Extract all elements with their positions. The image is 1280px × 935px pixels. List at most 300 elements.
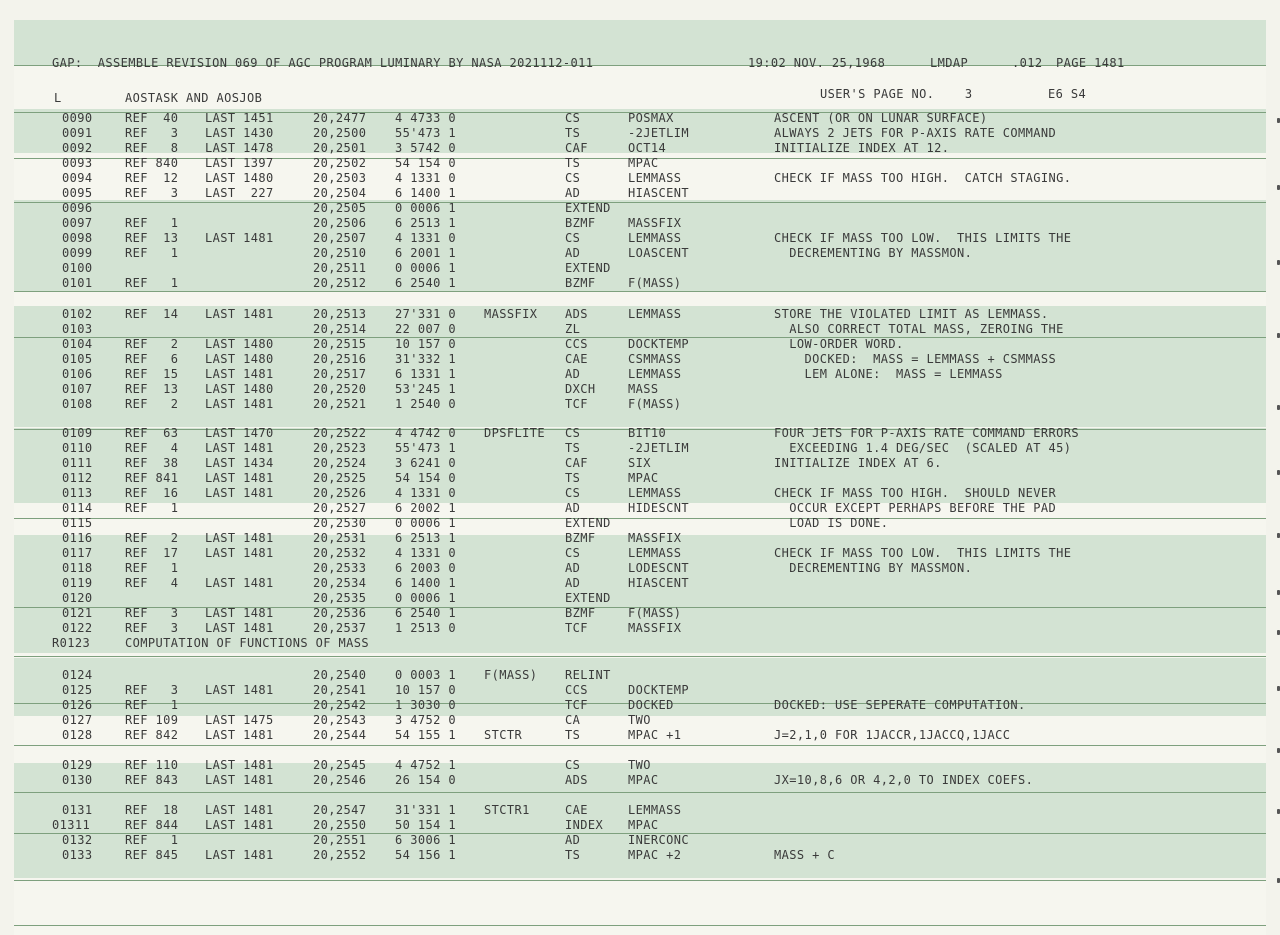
ref-count: REF 18 bbox=[125, 803, 179, 817]
address: 20,2542 bbox=[313, 698, 367, 712]
last-ref: LAST 1481 bbox=[205, 621, 274, 635]
timestamp: 19:02 NOV. 25,1968 bbox=[748, 56, 886, 70]
opcode: BZMF bbox=[565, 531, 596, 545]
comment: CHECK IF MASS TOO LOW. THIS LIMITS THE bbox=[774, 231, 1072, 245]
address: 20,2550 bbox=[313, 818, 367, 832]
opcode: CS bbox=[565, 486, 581, 500]
opcode: EXTEND bbox=[565, 201, 611, 215]
ref-count: REF 3 bbox=[125, 186, 179, 200]
ref-count: REF 2 bbox=[125, 337, 179, 351]
opcode: CS bbox=[565, 426, 581, 440]
opcode: CAF bbox=[565, 141, 588, 155]
octal-code: 10 157 0 bbox=[395, 337, 456, 351]
symbol-label: F(MASS) bbox=[484, 668, 538, 682]
operand: LEMMASS bbox=[628, 307, 682, 321]
ref-count: COMPUTATION OF FUNCTIONS OF MASS bbox=[125, 636, 369, 650]
address: 20,2546 bbox=[313, 773, 367, 787]
address: 20,2551 bbox=[313, 833, 367, 847]
last-ref: LAST 1475 bbox=[205, 713, 274, 727]
address: 20,2540 bbox=[313, 668, 367, 682]
address: 20,2530 bbox=[313, 516, 367, 530]
opcode: CAE bbox=[565, 803, 588, 817]
ref-count: REF 1 bbox=[125, 698, 179, 712]
ref-count: REF 840 bbox=[125, 156, 179, 170]
address: 20,2534 bbox=[313, 576, 367, 590]
address: 20,2533 bbox=[313, 561, 367, 575]
ref-count: REF 3 bbox=[125, 621, 179, 635]
opcode: TCF bbox=[565, 621, 588, 635]
symbol-label: DPSFLITE bbox=[484, 426, 545, 440]
line-number: 0130 bbox=[62, 773, 93, 787]
line-number: 0092 bbox=[62, 141, 93, 155]
line-number: 0108 bbox=[62, 397, 93, 411]
operand: LEMMASS bbox=[628, 486, 682, 500]
operand: MPAC +1 bbox=[628, 728, 682, 742]
line-number: 0097 bbox=[62, 216, 93, 230]
ref-count: REF 8 bbox=[125, 141, 179, 155]
address: 20,2535 bbox=[313, 591, 367, 605]
band-rule bbox=[14, 202, 1266, 203]
comment: DECREMENTING BY MASSMON. bbox=[774, 246, 973, 260]
band-rule bbox=[14, 880, 1266, 881]
operand: LEMMASS bbox=[628, 231, 682, 245]
opcode: AD bbox=[565, 186, 581, 200]
ref-count: REF 6 bbox=[125, 352, 179, 366]
address: 20,2512 bbox=[313, 276, 367, 290]
comment: CHECK IF MASS TOO HIGH. CATCH STAGING. bbox=[774, 171, 1072, 185]
address: 20,2501 bbox=[313, 141, 367, 155]
ref-count: REF 12 bbox=[125, 171, 179, 185]
operand: F(MASS) bbox=[628, 397, 682, 411]
operand: MPAC +2 bbox=[628, 848, 682, 862]
operand: POSMAX bbox=[628, 111, 674, 125]
opcode: CCS bbox=[565, 337, 588, 351]
ref-count: REF 3 bbox=[125, 126, 179, 140]
last-ref: LAST 1470 bbox=[205, 426, 274, 440]
opcode: AD bbox=[565, 576, 581, 590]
comment: STORE THE VIOLATED LIMIT AS LEMMASS. bbox=[774, 307, 1049, 321]
line-number: 0107 bbox=[62, 382, 93, 396]
opcode: EXTEND bbox=[565, 516, 611, 530]
address: 20,2526 bbox=[313, 486, 367, 500]
operand: MPAC bbox=[628, 773, 659, 787]
operand: DOCKTEMP bbox=[628, 683, 689, 697]
address: 20,2513 bbox=[313, 307, 367, 321]
ref-count: REF 1 bbox=[125, 501, 179, 515]
line-number: 0109 bbox=[62, 426, 93, 440]
address: 20,2536 bbox=[313, 606, 367, 620]
octal-code: 0 0006 1 bbox=[395, 591, 456, 605]
last-ref: LAST 1430 bbox=[205, 126, 274, 140]
ref-count: REF 17 bbox=[125, 546, 179, 560]
ref-count: REF 2 bbox=[125, 531, 179, 545]
band-rule bbox=[14, 745, 1266, 746]
comment: ALWAYS 2 JETS FOR P-AXIS RATE COMMAND bbox=[774, 126, 1057, 140]
octal-code: 6 2513 1 bbox=[395, 531, 456, 545]
octal-code: 3 6241 0 bbox=[395, 456, 456, 470]
address: 20,2544 bbox=[313, 728, 367, 742]
opcode: DXCH bbox=[565, 382, 596, 396]
ref-count: REF 63 bbox=[125, 426, 179, 440]
octal-code: 4 4742 0 bbox=[395, 426, 456, 440]
line-number: 0124 bbox=[62, 668, 93, 682]
ref-count: REF 15 bbox=[125, 367, 179, 381]
comment: OCCUR EXCEPT PERHAPS BEFORE THE PAD bbox=[774, 501, 1057, 515]
operand: F(MASS) bbox=[628, 276, 682, 290]
address: 20,2515 bbox=[313, 337, 367, 351]
octal-code: 22 007 0 bbox=[395, 322, 456, 336]
line-number: 0127 bbox=[62, 713, 93, 727]
last-ref: LAST 1481 bbox=[205, 471, 274, 485]
last-ref: LAST 1481 bbox=[205, 231, 274, 245]
ref-count: REF 844 bbox=[125, 818, 179, 832]
last-ref: LAST 1481 bbox=[205, 773, 274, 787]
opcode: TCF bbox=[565, 698, 588, 712]
opcode: CA bbox=[565, 713, 581, 727]
comment: INITIALIZE INDEX AT 12. bbox=[774, 141, 950, 155]
line-number: 0104 bbox=[62, 337, 93, 351]
octal-code: 54 154 0 bbox=[395, 471, 456, 485]
operand: LEMMASS bbox=[628, 367, 682, 381]
ref-count: REF 1 bbox=[125, 561, 179, 575]
band-rule bbox=[14, 291, 1266, 292]
ref-count: REF 13 bbox=[125, 231, 179, 245]
octal-code: 6 2003 0 bbox=[395, 561, 456, 575]
line-number: 0132 bbox=[62, 833, 93, 847]
line-number: 0115 bbox=[62, 516, 93, 530]
ref-count: REF 2 bbox=[125, 397, 179, 411]
address: 20,2503 bbox=[313, 171, 367, 185]
ref-count: REF 16 bbox=[125, 486, 179, 500]
line-number: 0096 bbox=[62, 201, 93, 215]
line-number: 0095 bbox=[62, 186, 93, 200]
band-rule bbox=[14, 925, 1266, 926]
line-number: 0101 bbox=[62, 276, 93, 290]
address: 20,2514 bbox=[313, 322, 367, 336]
opcode: TCF bbox=[565, 397, 588, 411]
comment: MASS + C bbox=[774, 848, 835, 862]
comment: J=2,1,0 FOR 1JACCR,1JACCQ,1JACC bbox=[774, 728, 1011, 742]
octal-code: 31'331 1 bbox=[395, 803, 456, 817]
address: 20,2516 bbox=[313, 352, 367, 366]
operand: LOASCENT bbox=[628, 246, 689, 260]
octal-code: 50 154 1 bbox=[395, 818, 456, 832]
operand: MASSFIX bbox=[628, 531, 682, 545]
line-number: R0123 bbox=[52, 636, 91, 650]
octal-code: 4 1331 0 bbox=[395, 231, 456, 245]
opcode: RELINT bbox=[565, 668, 611, 682]
last-ref: LAST 1481 bbox=[205, 576, 274, 590]
operand: HIDESCNT bbox=[628, 501, 689, 515]
address: 20,2477 bbox=[313, 111, 367, 125]
ref-count: REF 3 bbox=[125, 606, 179, 620]
last-ref: LAST 1451 bbox=[205, 111, 274, 125]
last-ref: LAST 1481 bbox=[205, 546, 274, 560]
octal-code: 0 0006 1 bbox=[395, 261, 456, 275]
line-number: 0090 bbox=[62, 111, 93, 125]
line-number: 0128 bbox=[62, 728, 93, 742]
opcode: TS bbox=[565, 471, 581, 485]
line-number: 0110 bbox=[62, 441, 93, 455]
address: 20,2524 bbox=[313, 456, 367, 470]
address: 20,2531 bbox=[313, 531, 367, 545]
octal-code: 55'473 1 bbox=[395, 441, 456, 455]
octal-code: 26 154 0 bbox=[395, 773, 456, 787]
comment: JX=10,8,6 OR 4,2,0 TO INDEX COEFS. bbox=[774, 773, 1034, 787]
comment: DECREMENTING BY MASSMON. bbox=[774, 561, 973, 575]
opcode: CS bbox=[565, 231, 581, 245]
operand: F(MASS) bbox=[628, 606, 682, 620]
line-number: 0094 bbox=[62, 171, 93, 185]
octal-code: 4 1331 0 bbox=[395, 546, 456, 560]
opcode: CAF bbox=[565, 456, 588, 470]
symbol-label: STCTR1 bbox=[484, 803, 530, 817]
line-number: 0093 bbox=[62, 156, 93, 170]
operand: OCT14 bbox=[628, 141, 667, 155]
line-number: 0133 bbox=[62, 848, 93, 862]
users-page-number: USER'S PAGE NO. 3 bbox=[820, 87, 973, 101]
revision-code: .012 bbox=[1012, 56, 1043, 70]
octal-code: 4 1331 0 bbox=[395, 486, 456, 500]
opcode: AD bbox=[565, 501, 581, 515]
octal-code: 54 155 1 bbox=[395, 728, 456, 742]
opcode: AD bbox=[565, 246, 581, 260]
opcode: BZMF bbox=[565, 276, 596, 290]
ref-count: REF 40 bbox=[125, 111, 179, 125]
comment: FOUR JETS FOR P-AXIS RATE COMMAND ERRORS bbox=[774, 426, 1079, 440]
operand: DOCKED bbox=[628, 698, 674, 712]
last-ref: LAST 1481 bbox=[205, 486, 274, 500]
octal-code: 4 4733 0 bbox=[395, 111, 456, 125]
last-ref: LAST 1481 bbox=[205, 758, 274, 772]
octal-code: 0 0006 1 bbox=[395, 516, 456, 530]
ref-count: REF 843 bbox=[125, 773, 179, 787]
last-ref: LAST 1481 bbox=[205, 307, 274, 321]
band-rule bbox=[14, 656, 1266, 657]
opcode: AD bbox=[565, 833, 581, 847]
operand: MASSFIX bbox=[628, 216, 682, 230]
opcode: ZL bbox=[565, 322, 581, 336]
octal-code: 6 2002 1 bbox=[395, 501, 456, 515]
opcode: TS bbox=[565, 728, 581, 742]
line-number: 0100 bbox=[62, 261, 93, 275]
line-number: 0105 bbox=[62, 352, 93, 366]
opcode: BZMF bbox=[565, 606, 596, 620]
line-number: 0103 bbox=[62, 322, 93, 336]
lmdap-label: LMDAP bbox=[930, 56, 969, 70]
operand: INERCONC bbox=[628, 833, 689, 847]
octal-code: 4 1331 0 bbox=[395, 171, 456, 185]
address: 20,2537 bbox=[313, 621, 367, 635]
octal-code: 6 1331 1 bbox=[395, 367, 456, 381]
address: 20,2520 bbox=[313, 382, 367, 396]
operand: TWO bbox=[628, 758, 651, 772]
octal-code: 6 2540 1 bbox=[395, 606, 456, 620]
line-number: 0102 bbox=[62, 307, 93, 321]
octal-code: 3 5742 0 bbox=[395, 141, 456, 155]
last-ref: LAST 1397 bbox=[205, 156, 274, 170]
comment: CHECK IF MASS TOO LOW. THIS LIMITS THE bbox=[774, 546, 1072, 560]
last-ref: LAST 1481 bbox=[205, 818, 274, 832]
opcode: CAE bbox=[565, 352, 588, 366]
comment: ASCENT (OR ON LUNAR SURFACE) bbox=[774, 111, 988, 125]
address: 20,2507 bbox=[313, 231, 367, 245]
opcode: TS bbox=[565, 441, 581, 455]
line-number: 0099 bbox=[62, 246, 93, 260]
comment: EXCEEDING 1.4 DEG/SEC (SCALED AT 45) bbox=[774, 441, 1072, 455]
e6s4-label: E6 S4 bbox=[1048, 87, 1087, 101]
operand: LODESCNT bbox=[628, 561, 689, 575]
assembly-title: GAP: ASSEMBLE REVISION 069 OF AGC PROGRAM LUMINARY BY NASA 2021112-011 bbox=[52, 56, 594, 70]
line-number: 0117 bbox=[62, 546, 93, 560]
symbol-label: STCTR bbox=[484, 728, 523, 742]
octal-code: 54 154 0 bbox=[395, 156, 456, 170]
line-number: 0131 bbox=[62, 803, 93, 817]
opcode: INDEX bbox=[565, 818, 604, 832]
address: 20,2511 bbox=[313, 261, 367, 275]
operand: HIASCENT bbox=[628, 186, 689, 200]
octal-code: 6 2001 1 bbox=[395, 246, 456, 260]
octal-code: 1 3030 0 bbox=[395, 698, 456, 712]
line-number: 0119 bbox=[62, 576, 93, 590]
operand: MPAC bbox=[628, 156, 659, 170]
line-number: 0106 bbox=[62, 367, 93, 381]
address: 20,2552 bbox=[313, 848, 367, 862]
address: 20,2505 bbox=[313, 201, 367, 215]
octal-code: 1 2513 0 bbox=[395, 621, 456, 635]
opcode: ADS bbox=[565, 773, 588, 787]
comment: LOAD IS DONE. bbox=[774, 516, 889, 530]
comment: LEM ALONE: MASS = LEMMASS bbox=[774, 367, 1003, 381]
operand: LEMMASS bbox=[628, 546, 682, 560]
octal-code: 6 1400 1 bbox=[395, 186, 456, 200]
operand: CSMMASS bbox=[628, 352, 682, 366]
line-number: 0111 bbox=[62, 456, 93, 470]
line-number: 0120 bbox=[62, 591, 93, 605]
last-ref: LAST 1480 bbox=[205, 352, 274, 366]
octal-code: 0 0006 1 bbox=[395, 201, 456, 215]
line-number: 0113 bbox=[62, 486, 93, 500]
line-number: 0125 bbox=[62, 683, 93, 697]
opcode: CCS bbox=[565, 683, 588, 697]
ref-count: REF 841 bbox=[125, 471, 179, 485]
comment: INITIALIZE INDEX AT 6. bbox=[774, 456, 942, 470]
last-ref: LAST 1434 bbox=[205, 456, 274, 470]
last-ref: LAST 1480 bbox=[205, 337, 274, 351]
opcode: AD bbox=[565, 367, 581, 381]
octal-code: 6 1400 1 bbox=[395, 576, 456, 590]
operand: -2JETLIM bbox=[628, 441, 689, 455]
last-ref: LAST 1481 bbox=[205, 848, 274, 862]
ref-count: REF 842 bbox=[125, 728, 179, 742]
octal-code: 6 2513 1 bbox=[395, 216, 456, 230]
operand: LEMMASS bbox=[628, 171, 682, 185]
address: 20,2547 bbox=[313, 803, 367, 817]
address: 20,2506 bbox=[313, 216, 367, 230]
octal-code: 10 157 0 bbox=[395, 683, 456, 697]
address: 20,2525 bbox=[313, 471, 367, 485]
log-marker: L bbox=[54, 91, 62, 105]
address: 20,2527 bbox=[313, 501, 367, 515]
page-number: PAGE 1481 bbox=[1056, 56, 1125, 70]
last-ref: LAST 1481 bbox=[205, 367, 274, 381]
octal-code: 0 0003 1 bbox=[395, 668, 456, 682]
opcode: BZMF bbox=[565, 216, 596, 230]
comment: DOCKED: MASS = LEMMASS + CSMMASS bbox=[774, 352, 1057, 366]
line-number: 0114 bbox=[62, 501, 93, 515]
octal-code: 1 2540 0 bbox=[395, 397, 456, 411]
address: 20,2543 bbox=[313, 713, 367, 727]
operand: -2JETLIM bbox=[628, 126, 689, 140]
opcode: AD bbox=[565, 561, 581, 575]
octal-code: 27'331 0 bbox=[395, 307, 456, 321]
operand: SIX bbox=[628, 456, 651, 470]
line-number: 0116 bbox=[62, 531, 93, 545]
opcode: TS bbox=[565, 156, 581, 170]
octal-code: 55'473 1 bbox=[395, 126, 456, 140]
octal-code: 6 2540 1 bbox=[395, 276, 456, 290]
ref-count: REF 4 bbox=[125, 441, 179, 455]
opcode: TS bbox=[565, 848, 581, 862]
ref-count: REF 845 bbox=[125, 848, 179, 862]
ref-count: REF 13 bbox=[125, 382, 179, 396]
octal-code: 31'332 1 bbox=[395, 352, 456, 366]
line-number: 0121 bbox=[62, 606, 93, 620]
address: 20,2522 bbox=[313, 426, 367, 440]
octal-code: 3 4752 0 bbox=[395, 713, 456, 727]
line-number: 0122 bbox=[62, 621, 93, 635]
address: 20,2532 bbox=[313, 546, 367, 560]
address: 20,2510 bbox=[313, 246, 367, 260]
last-ref: LAST 1481 bbox=[205, 606, 274, 620]
opcode: EXTEND bbox=[565, 591, 611, 605]
octal-code: 54 156 1 bbox=[395, 848, 456, 862]
address: 20,2504 bbox=[313, 186, 367, 200]
comment: CHECK IF MASS TOO HIGH. SHOULD NEVER bbox=[774, 486, 1057, 500]
comment: DOCKED: USE SEPERATE COMPUTATION. bbox=[774, 698, 1026, 712]
address: 20,2521 bbox=[313, 397, 367, 411]
last-ref: LAST 1481 bbox=[205, 397, 274, 411]
octal-code: 53'245 1 bbox=[395, 382, 456, 396]
opcode: CS bbox=[565, 546, 581, 560]
address: 20,2545 bbox=[313, 758, 367, 772]
band-rule bbox=[14, 518, 1266, 519]
last-ref: LAST 227 bbox=[205, 186, 274, 200]
opcode: CS bbox=[565, 171, 581, 185]
operand: MPAC bbox=[628, 818, 659, 832]
ref-count: REF 3 bbox=[125, 683, 179, 697]
operand: MASS bbox=[628, 382, 659, 396]
operand: HIASCENT bbox=[628, 576, 689, 590]
octal-code: 6 3006 1 bbox=[395, 833, 456, 847]
last-ref: LAST 1480 bbox=[205, 171, 274, 185]
line-number: 0098 bbox=[62, 231, 93, 245]
comment: ALSO CORRECT TOTAL MASS, ZEROING THE bbox=[774, 322, 1064, 336]
last-ref: LAST 1481 bbox=[205, 683, 274, 697]
section-title: AOSTASK AND AOSJOB bbox=[125, 91, 263, 105]
operand: BIT10 bbox=[628, 426, 667, 440]
opcode: EXTEND bbox=[565, 261, 611, 275]
last-ref: LAST 1480 bbox=[205, 382, 274, 396]
address: 20,2517 bbox=[313, 367, 367, 381]
octal-code: 4 4752 1 bbox=[395, 758, 456, 772]
operand: MASSFIX bbox=[628, 621, 682, 635]
line-number: 0129 bbox=[62, 758, 93, 772]
symbol-label: MASSFIX bbox=[484, 307, 538, 321]
operand: MPAC bbox=[628, 471, 659, 485]
band-rule bbox=[14, 792, 1266, 793]
opcode: CS bbox=[565, 111, 581, 125]
